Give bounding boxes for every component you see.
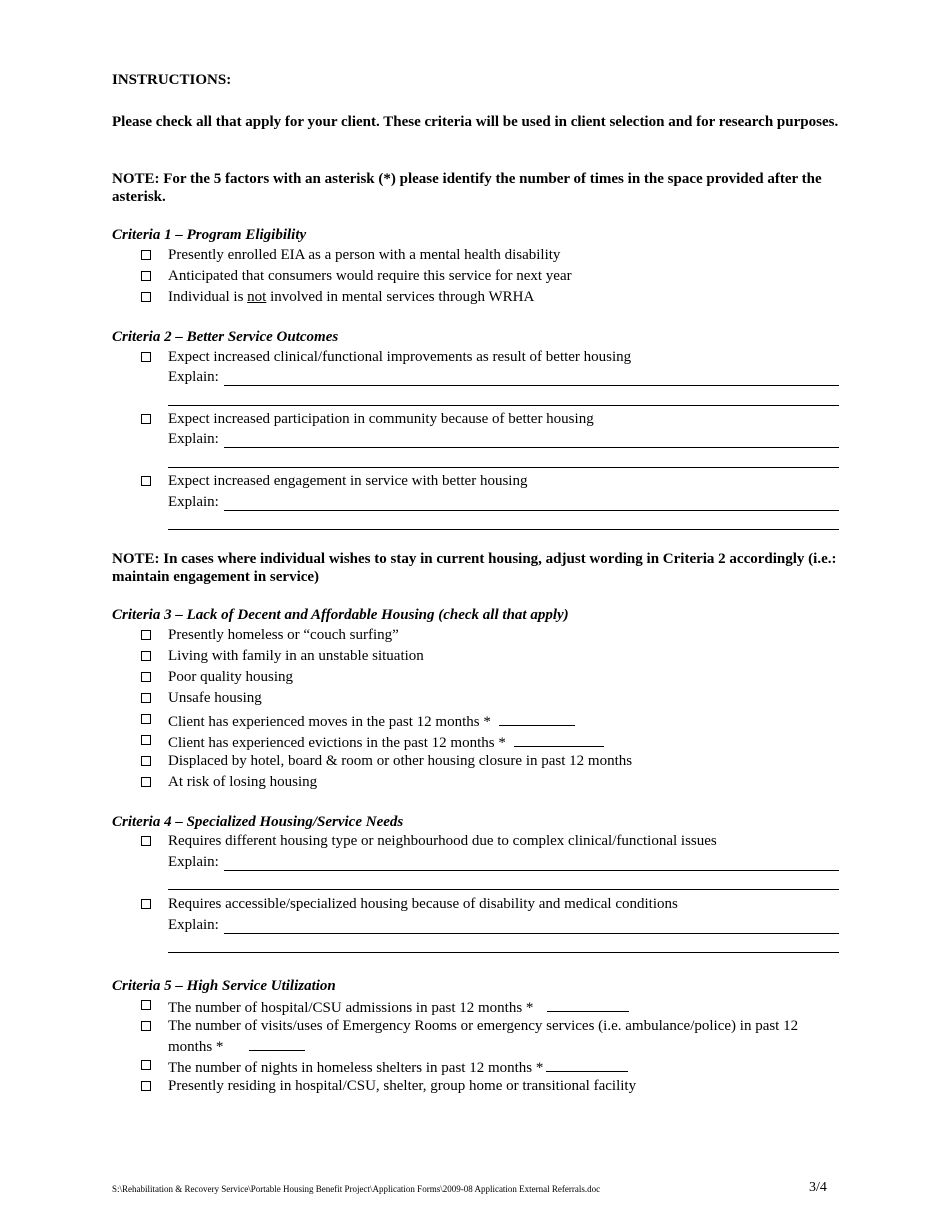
- explain-field[interactable]: Explain:: [168, 494, 839, 512]
- checkbox[interactable]: [141, 756, 151, 766]
- evictions-count-blank[interactable]: [514, 732, 604, 747]
- criteria-3-heading: Criteria 3 – Lack of Decent and Affordable Housing (check all that apply): [112, 607, 569, 623]
- explain-line[interactable]: [168, 889, 839, 890]
- checkbox[interactable]: [141, 899, 151, 909]
- checkbox[interactable]: [141, 630, 151, 640]
- checkbox[interactable]: [141, 693, 151, 703]
- explain-field[interactable]: Explain:: [168, 854, 839, 872]
- er-visits-count-blank[interactable]: [249, 1036, 305, 1051]
- explain-line[interactable]: [168, 467, 839, 468]
- moves-count-blank[interactable]: [499, 711, 575, 726]
- checkbox[interactable]: [141, 414, 151, 424]
- explain-field[interactable]: Explain:: [168, 369, 839, 387]
- instructions-paragraph: Please check all that apply for your client. These criteria will be used in client selection and for research purposes.: [112, 114, 839, 130]
- explain-line[interactable]: [168, 952, 839, 953]
- checkbox[interactable]: [141, 714, 151, 724]
- criteria-4-heading: Criteria 4 – Specialized Housing/Service Needs: [112, 814, 404, 830]
- criteria-2-note: NOTE: In cases where individual wishes to stay in current housing, adjust wording in Criteria 2 accordingly (i.e.: maintain engagement in service): [112, 551, 837, 585]
- instructions-heading: INSTRUCTIONS:: [112, 72, 232, 88]
- checkbox[interactable]: [141, 777, 151, 787]
- criteria-1-heading: Criteria 1 – Program Eligibility: [112, 227, 307, 243]
- explain-field[interactable]: Explain:: [168, 917, 839, 935]
- checkbox[interactable]: [141, 672, 151, 682]
- checkbox[interactable]: [141, 292, 151, 302]
- asterisk-note: NOTE: For the 5 factors with an asterisk (*) please identify the number of times in the space provided after the asterisk.: [112, 171, 822, 205]
- footer-file-path: S:\Rehabilitation & Recovery Service\Portable Housing Benefit Project\Application Forms\2009-08 Application External Referrals.doc: [112, 1184, 601, 1194]
- criteria-5-item-2[interactable]: The number of visits/uses of Emergency Rooms or emergency services (i.e. ambulance/police) in past 12 months *: [141, 1018, 841, 1054]
- checkbox[interactable]: [141, 836, 151, 846]
- criteria-2-heading: Criteria 2 – Better Service Outcomes: [112, 329, 339, 345]
- checkbox[interactable]: [141, 476, 151, 486]
- checkbox[interactable]: [141, 1081, 151, 1091]
- checkbox[interactable]: [141, 651, 151, 661]
- admissions-count-blank[interactable]: [547, 997, 629, 1012]
- checkbox[interactable]: [141, 735, 151, 745]
- page-number: 3/4: [809, 1180, 827, 1195]
- checkbox[interactable]: [141, 1021, 151, 1031]
- checkbox[interactable]: [141, 271, 151, 281]
- checkbox[interactable]: [141, 250, 151, 260]
- explain-field[interactable]: Explain:: [168, 431, 839, 449]
- shelter-nights-count-blank[interactable]: [546, 1057, 628, 1072]
- explain-line[interactable]: [168, 529, 839, 530]
- checkbox[interactable]: [141, 1000, 151, 1010]
- criteria-5-heading: Criteria 5 – High Service Utilization: [112, 978, 336, 994]
- checkbox[interactable]: [141, 352, 151, 362]
- checkbox[interactable]: [141, 1060, 151, 1070]
- explain-line[interactable]: [168, 405, 839, 406]
